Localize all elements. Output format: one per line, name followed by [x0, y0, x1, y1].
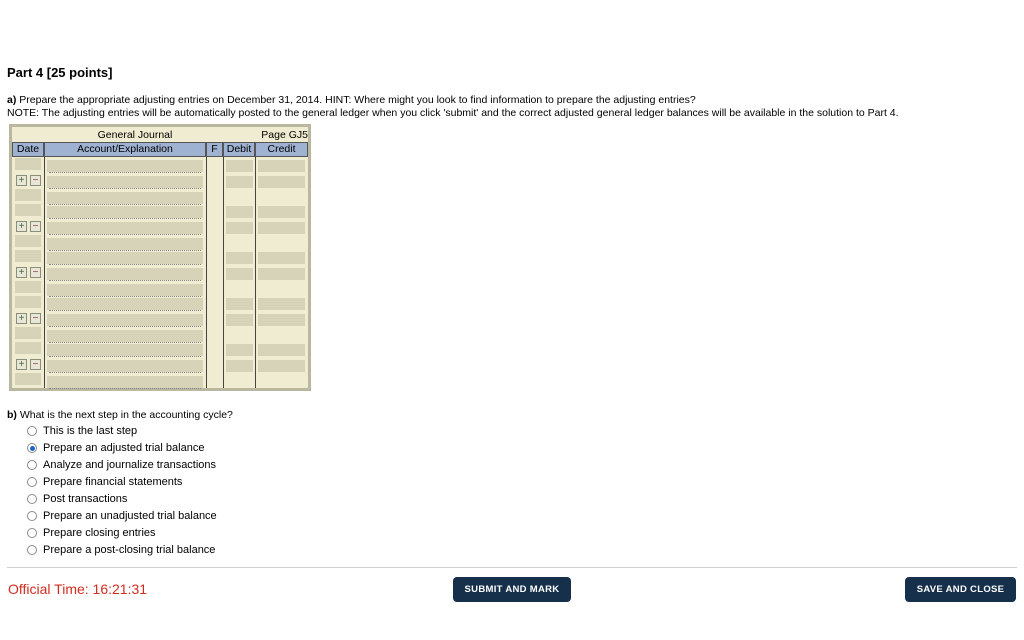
part-title: Part 4 [25 points] — [7, 65, 113, 80]
credit-field[interactable] — [258, 344, 305, 356]
account-field[interactable] — [47, 160, 203, 172]
journal-title: General Journal — [97, 129, 173, 141]
account-field[interactable] — [47, 298, 203, 310]
column-divider — [206, 157, 207, 388]
answer-option-label: Prepare an unadjusted trial balance — [43, 510, 217, 522]
debit-field[interactable] — [226, 160, 253, 172]
account-field[interactable] — [47, 284, 203, 296]
date-field[interactable] — [15, 373, 41, 385]
date-field[interactable] — [15, 235, 41, 247]
account-field[interactable] — [47, 360, 203, 372]
column-divider — [44, 157, 45, 388]
answer-option[interactable] — [27, 526, 156, 540]
journal-page: Page GJ5 — [261, 129, 308, 141]
remove-row-button[interactable]: − — [30, 221, 41, 232]
add-row-button[interactable]: + — [16, 267, 27, 278]
column-header-f: F — [206, 142, 223, 157]
radio-button[interactable] — [27, 477, 37, 487]
account-field[interactable] — [47, 192, 203, 204]
account-field[interactable] — [47, 222, 203, 234]
account-field[interactable] — [47, 252, 203, 264]
column-header-account: Account/Explanation — [44, 142, 206, 157]
credit-field[interactable] — [258, 160, 305, 172]
add-row-button[interactable]: + — [16, 175, 27, 186]
account-field[interactable] — [47, 376, 203, 388]
add-row-button[interactable]: + — [16, 313, 27, 324]
answer-option[interactable] — [27, 458, 216, 472]
date-field[interactable] — [15, 342, 41, 354]
answer-option-label: Prepare an adjusted trial balance — [43, 442, 205, 454]
debit-field[interactable] — [226, 360, 253, 372]
debit-field[interactable] — [226, 344, 253, 356]
date-field[interactable] — [15, 204, 41, 216]
row-separator — [49, 188, 201, 189]
row-separator — [49, 310, 201, 311]
credit-field[interactable] — [258, 298, 305, 310]
row-separator — [49, 372, 201, 373]
account-field[interactable] — [47, 330, 203, 342]
debit-field[interactable] — [226, 222, 253, 234]
footer-divider — [7, 567, 1017, 568]
answer-option-label: This is the last step — [43, 425, 138, 437]
row-separator — [49, 342, 201, 343]
question-a-note: NOTE: The adjusting entries will be automatically posted to the general ledger when you click 'submit' and the correct adjusted general ledger balances will be available in the solution to Part 4. — [7, 107, 899, 119]
debit-field[interactable] — [226, 206, 253, 218]
account-field[interactable] — [47, 238, 203, 250]
journal-title-bar — [12, 127, 308, 142]
submit-and-mark-button[interactable]: SUBMIT AND MARK — [453, 577, 571, 602]
general-journal — [9, 124, 311, 391]
debit-field[interactable] — [226, 268, 253, 280]
account-field[interactable] — [47, 206, 203, 218]
row-separator — [49, 296, 201, 297]
debit-field[interactable] — [226, 252, 253, 264]
answer-option-label: Prepare a post-closing trial balance — [43, 544, 216, 556]
remove-row-button[interactable]: − — [30, 175, 41, 186]
column-divider — [223, 157, 224, 388]
column-divider — [255, 157, 256, 388]
account-field[interactable] — [47, 314, 203, 326]
credit-field[interactable] — [258, 176, 305, 188]
credit-field[interactable] — [258, 222, 305, 234]
debit-field[interactable] — [226, 314, 253, 326]
add-row-button[interactable]: + — [16, 221, 27, 232]
date-field[interactable] — [15, 158, 41, 170]
column-header-debit: Debit — [223, 142, 255, 157]
date-field[interactable] — [15, 327, 41, 339]
radio-button[interactable] — [27, 511, 37, 521]
row-separator — [49, 264, 201, 265]
answer-option[interactable] — [27, 492, 127, 506]
answer-option[interactable] — [27, 441, 204, 455]
radio-button[interactable] — [27, 460, 37, 470]
account-field[interactable] — [47, 268, 203, 280]
question-a-text: Prepare the appropriate adjusting entries on December 31, 2014. HINT: Where might you look to find information to prepare the adjusting entries? — [19, 94, 696, 106]
radio-button[interactable] — [27, 443, 37, 453]
row-separator — [49, 234, 201, 235]
row-separator — [49, 204, 201, 205]
radio-button[interactable] — [27, 494, 37, 504]
debit-field[interactable] — [226, 176, 253, 188]
credit-field[interactable] — [258, 314, 305, 326]
question-b-label: b) — [7, 409, 17, 421]
remove-row-button[interactable]: − — [30, 313, 41, 324]
question-b-text: What is the next step in the accounting cycle? — [19, 409, 233, 421]
add-row-button[interactable]: + — [16, 359, 27, 370]
question-a — [7, 94, 899, 120]
row-separator — [49, 388, 201, 389]
account-field[interactable] — [47, 344, 203, 356]
answer-option-label: Post transactions — [43, 493, 128, 505]
question-a-label: a) — [7, 94, 17, 106]
question-b — [7, 409, 233, 421]
answer-option[interactable] — [27, 509, 217, 523]
answer-option[interactable] — [27, 543, 215, 557]
radio-button[interactable] — [27, 426, 37, 436]
remove-row-button[interactable]: − — [30, 359, 41, 370]
column-header-date: Date — [12, 142, 44, 157]
row-separator — [49, 280, 201, 281]
date-field[interactable] — [15, 281, 41, 293]
debit-field[interactable] — [226, 298, 253, 310]
credit-field[interactable] — [258, 360, 305, 372]
answer-option-label: Prepare financial statements — [43, 476, 183, 488]
answer-option-label: Analyze and journalize transactions — [43, 459, 217, 471]
row-separator — [49, 172, 201, 173]
official-timer: Official Time: 16:21:31 — [8, 581, 148, 597]
radio-button[interactable] — [27, 545, 37, 555]
row-separator — [49, 356, 201, 357]
row-separator — [49, 218, 201, 219]
date-field[interactable] — [15, 296, 41, 308]
date-field[interactable] — [15, 250, 41, 262]
account-field[interactable] — [47, 176, 203, 188]
column-header-credit: Credit — [255, 142, 308, 157]
row-separator — [49, 250, 201, 251]
row-separator — [49, 326, 201, 327]
credit-field[interactable] — [258, 206, 305, 218]
answer-option[interactable] — [27, 475, 182, 489]
credit-field[interactable] — [258, 252, 305, 264]
date-field[interactable] — [15, 189, 41, 201]
radio-button[interactable] — [27, 528, 37, 538]
answer-option[interactable] — [27, 424, 137, 438]
answer-option-label: Prepare closing entries — [43, 527, 156, 539]
credit-field[interactable] — [258, 268, 305, 280]
save-and-close-button[interactable]: SAVE AND CLOSE — [905, 577, 1016, 602]
remove-row-button[interactable]: − — [30, 267, 41, 278]
